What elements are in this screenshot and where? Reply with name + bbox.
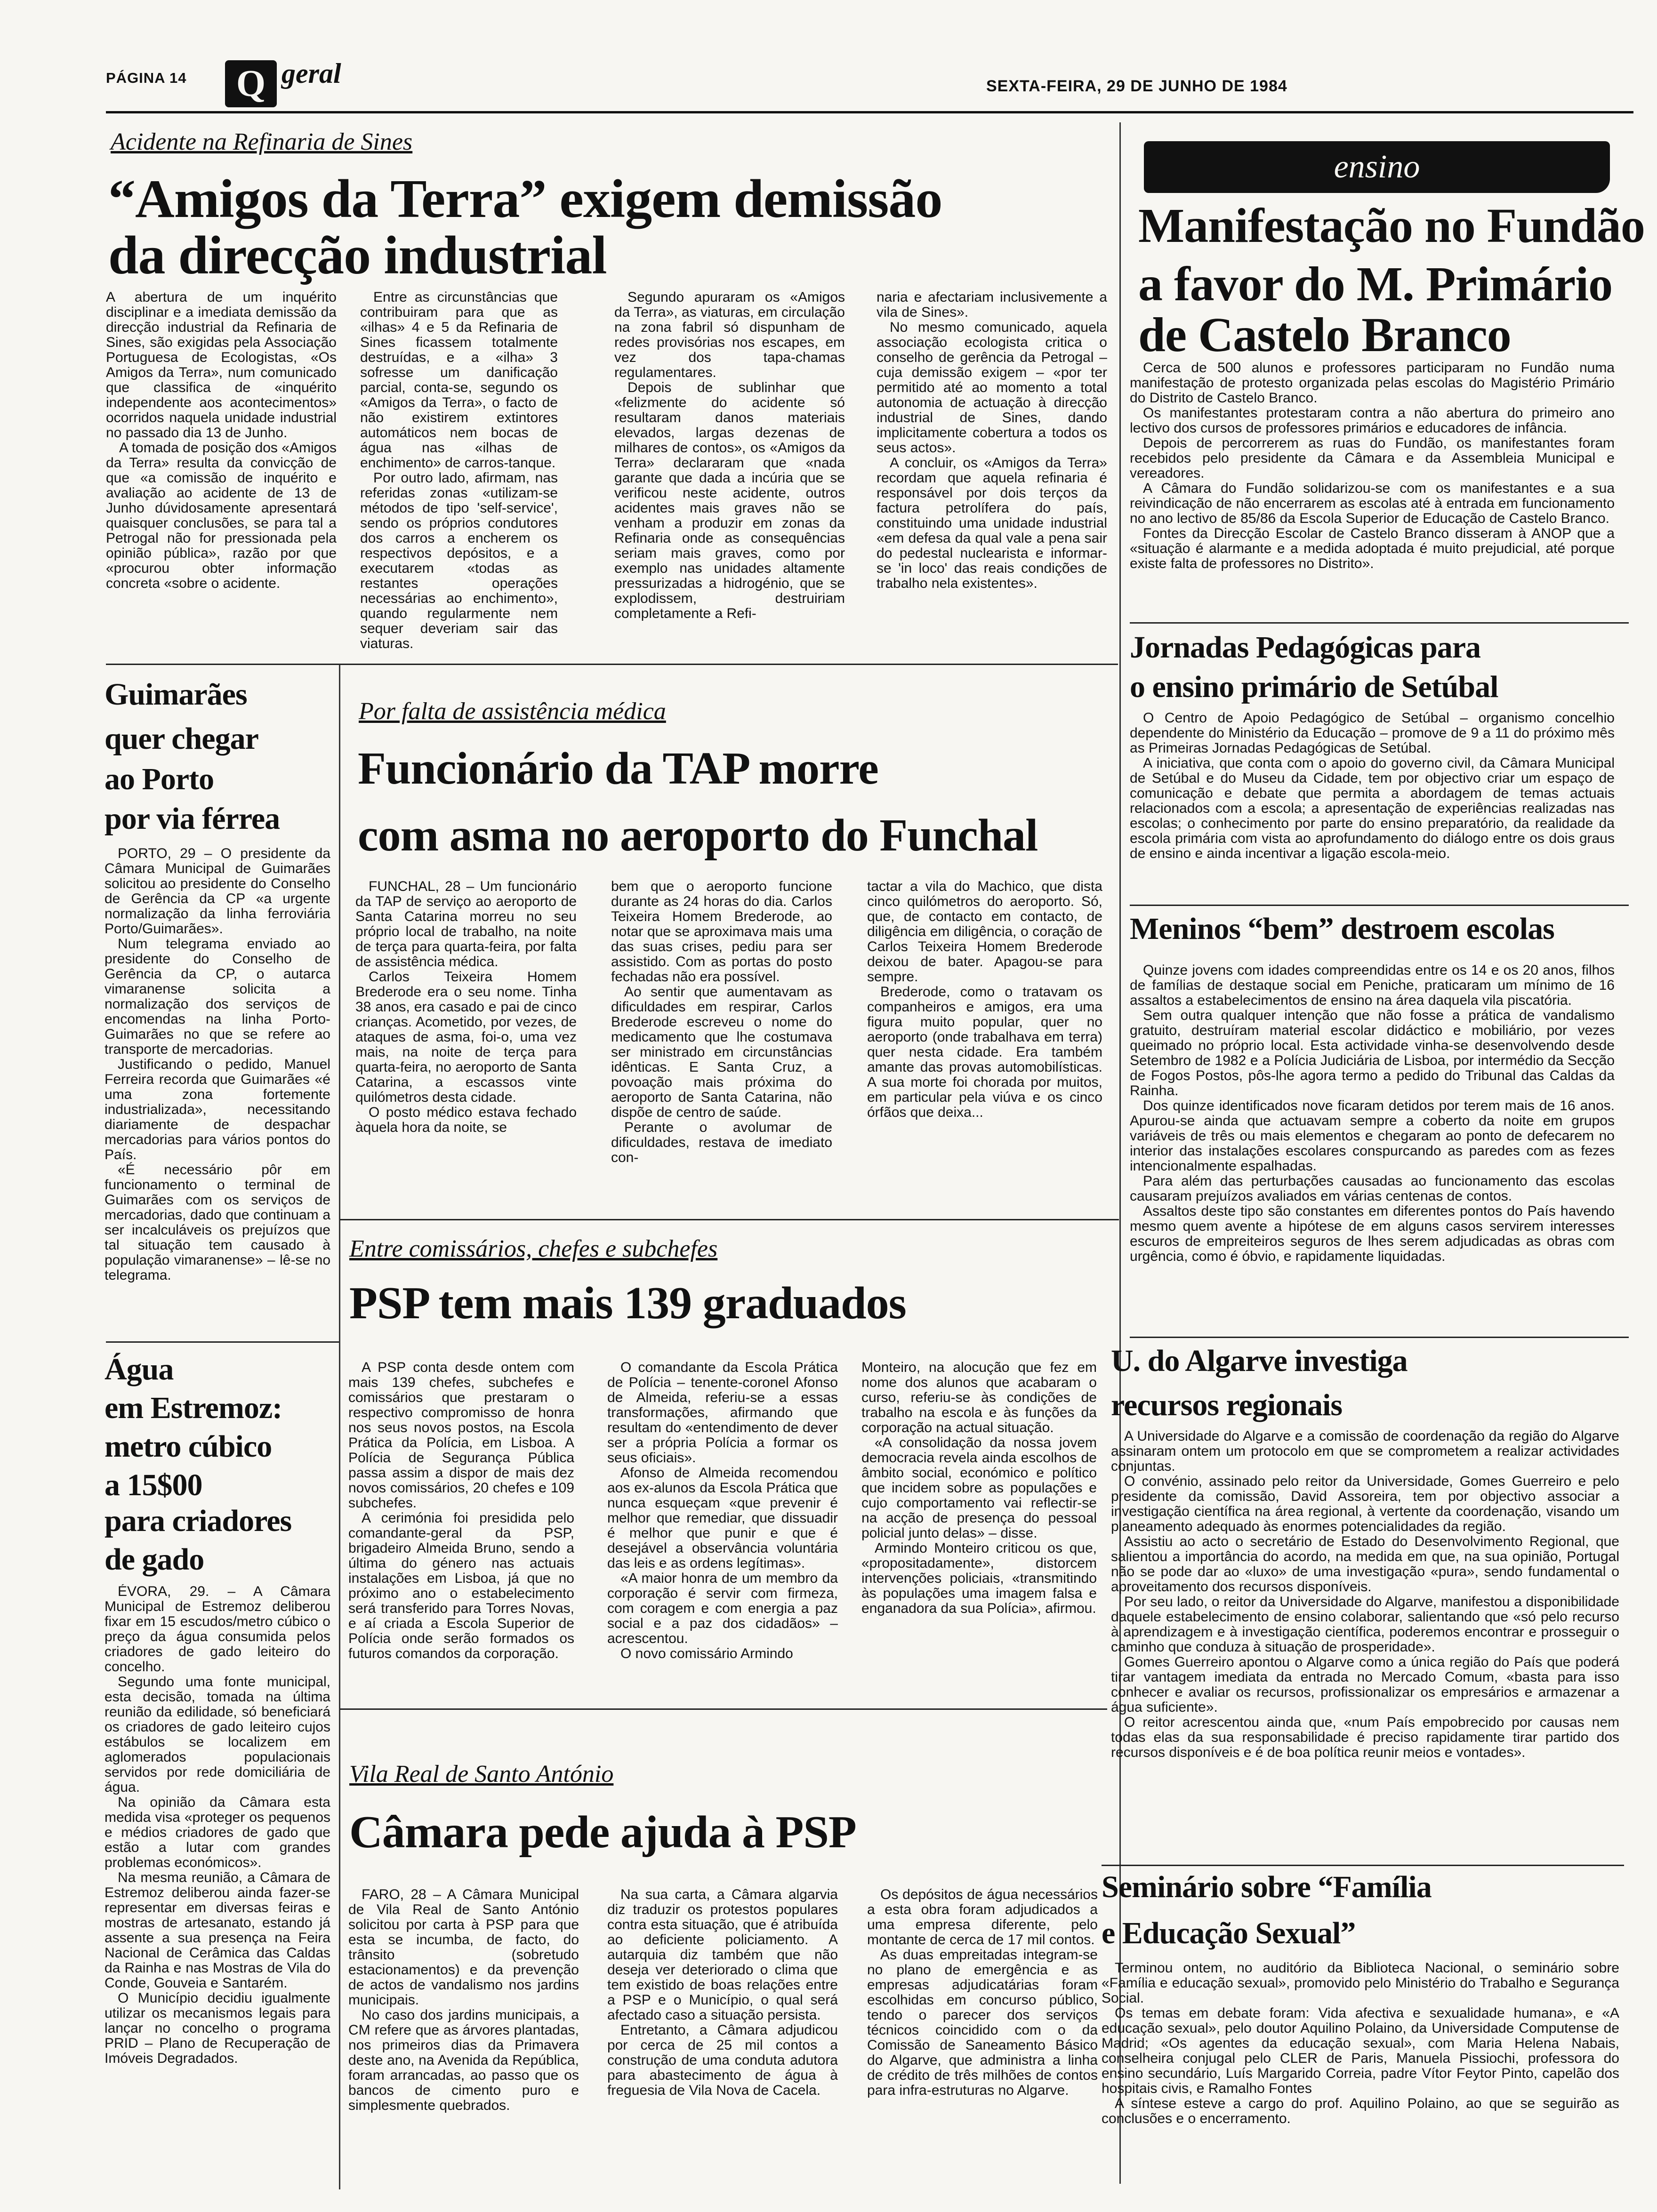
paragraph: FUNCHAL, 28 – Um funcionário da TAP de serviço ao aeroporto de Santa Catarina morreu no seu próprio local de trabalho, na noite de terça para quarta-feira, por falta de assistência médica.	[355, 879, 577, 970]
paragraph: A Universidade do Algarve e a comissão de coordenação da região do Algarve assinaram ontem um protocolo em que se comprometem a realizar actividades conjuntas.	[1111, 1429, 1619, 1474]
psp-column-1	[348, 1360, 574, 1699]
paragraph: bem que o aeroporto funcione durante as 24 horas do dia. Carlos Teixeira Homem Brederode, ao notar que se aproximava mais uma das suas crises, pediu para ser assistido. Com as portas do posto fechadas não era possível.	[611, 879, 832, 985]
paragraph: O comandante da Escola Prática de Polícia – tenente-coronel Afonso de Almeida, referiu-se a essas transformações, afirmando que resultam do «entendimento de dever ser a própria Polícia a formar os seus oficiais».	[607, 1360, 838, 1466]
divider	[340, 1219, 1119, 1220]
paragraph: Justificando o pedido, Manuel Ferreira recorda que Guimarães «é uma zona fortemente industrializada», necessitando diariamente de despachar mercadorias para vários pontos do País.	[105, 1057, 330, 1162]
divider	[340, 1708, 1107, 1710]
divider	[1130, 905, 1629, 906]
issue-date: SEXTA-FEIRA, 29 DE JUNHO DE 1984	[986, 77, 1287, 95]
sines-headline-line1: “Amigos da Terra” exigem demissão	[108, 169, 942, 229]
tap-column-1	[355, 879, 577, 1227]
seminario-body	[1102, 1961, 1619, 2158]
sines-column-3	[614, 290, 845, 662]
vrsa-column-2	[607, 1887, 838, 2179]
paragraph: Monteiro, na alocução que fez em nome dos alunos que acabaram o curso, referiu-se às condições de trabalho na escola e às funções da corporação na actual situação.	[861, 1360, 1097, 1435]
paragraph: Afonso de Almeida recomendou aos ex-alunos da Escola Prática que nunca esqueçam «que prevenir é melhor que remediar, que dissuadir é melhor que punir e que é desejável a observância voluntária das leis e as ordens legítimas».	[607, 1465, 838, 1571]
sines-kicker: Acidente na Refinaria de Sines	[111, 128, 413, 155]
tap-kicker: Por falta de assistência médica	[359, 698, 666, 725]
divider	[1130, 1337, 1629, 1338]
paragraph: O posto médico estava fechado àquela hora da noite, se	[355, 1105, 577, 1135]
paragraph: PORTO, 29 – O presidente da Câmara Municipal de Guimarães solicitou ao presidente do Conselho de Gerência da CP «a urgente normalização da linha ferroviária Porto/Guimarães».	[105, 846, 330, 937]
jornadas-headline-line1: Jornadas Pedagógicas para	[1130, 630, 1481, 665]
seminario-headline-line2: e Educação Sexual”	[1102, 1916, 1356, 1950]
fundao-body	[1130, 361, 1615, 620]
divider	[106, 1341, 339, 1343]
paragraph: Na opinião da Câmara esta medida visa «proteger os pequenos e médios criadores de gado que estão a lutar com grandes problemas económicos».	[105, 1795, 330, 1870]
paragraph: FARO, 28 – A Câmara Municipal de Vila Real de Santo António solicitou por carta à PSP para que esta se incumba, de facto, do trânsito (sobretudo estacionamentos) e da prevenção de actos de vandalismo nos jardins municipais.	[348, 1887, 579, 2008]
paragraph: A abertura de um inquérito disciplinar e a imediata demissão da direcção industrial da Refinaria de Sines, são exigidas pela Associação Portuguesa de Ecologistas, «Os Amigos da Terra», num comunicado que classifica de «inquérito independente aos acontecimentos» ocorridos naquela unidade industrial no passado dia 13 de Junho.	[106, 290, 337, 441]
divider	[106, 664, 1118, 665]
divider	[1102, 1865, 1624, 1866]
paragraph: Os temas em debate foram: Vida afectiva e sexualidade humana», e «A educação sexual», pelo doutor Aquilino Polaino, da Universidade Computense de Madrid; «Os agentes da educação sexual», com Maria Helena Nabais, conselheira conjugal pelo CLER de Paris, Manuela Pissiochi, professora do ensino secundário, Luís Margarido Correia, padre Vítor Feytor Pinto, capelão dos hospitais civis, e Ramalho Fontes	[1102, 2005, 1619, 2096]
paragraph: Segundo apuraram os «Amigos da Terra», as viaturas, em circulação na zona fabril só dispunham de redes provisórias nos escapes, em vez dos tapa-chamas regulamentares.	[614, 290, 845, 380]
paragraph: Cerca de 500 alunos e professores participaram no Fundão numa manifestação de protesto organizada pelas escolas do Magistério Primário do Distrito de Castelo Branco.	[1130, 361, 1615, 406]
paragraph: Sem outra qualquer intenção que não fosse a prática de vandalismo gratuito, destruíram material escolar didáctico e mobiliário, por vezes queimado no próprio local. Esta actividade vinha-se desenvolvendo desde Setembro de 1982 e a Polícia Judiciária de Lisboa, por intermédio da Secção de Fogos Postos, pôs-lhe agora termo a pedido do Tribunal das Caldas da Rainha.	[1130, 1008, 1615, 1098]
guimaraes-headline-line2: quer chegar	[105, 721, 258, 756]
paragraph: A tomada de posição dos «Amigos da Terra» resulta da convicção de que «a comissão de inquérito e avaliação ao acidente de 13 de Junho dúvidosamente apresentará quaisquer conclusões, se para tal a Petrogal não for pressionada pela opinião pública», razão por que «procurou obter informação concreta «sobre o acidente.	[106, 440, 337, 591]
sines-column-1	[106, 290, 337, 662]
section-name: geral	[282, 58, 341, 89]
paragraph: «A maior honra de um membro da corporação é servir com firmeza, com coragem e com energia a paz social e a paz dos cidadãos» – acrescentou.	[607, 1571, 838, 1646]
paragraph: O reitor acrescentou ainda que, «num País empobrecido por causas nem todas elas da sua responsabilidade é preciso rapidamente tirar partido dos recursos disponíveis e é de boa política reunir meios e vontades».	[1111, 1715, 1619, 1760]
paragraph: A iniciativa, que conta com o apoio do governo civil, da Câmara Municipal de Setúbal e do Museu da Cidade, tem por objectivo criar um espaço de comunicação e debate que permita a abordagem de temas actuais relacionados com a escola; a apresentação de experiências realizadas nas escolas; o conhecimento por parte do ensino preparatório, da realidade da escola primária com vista ao aprofundamento do diálogo entre os dois graus de ensino e ainda incentivar a ligação escola-meio.	[1130, 755, 1615, 861]
paragraph: A PSP conta desde ontem com mais 139 chefes, subchefes e comissários que prestaram o respectivo compromisso de honra nos seus novos postos, na Escola Prática da Polícia, em Lisboa. A Polícia de Segurança Pública passa assim a dispor de mais dez novos comissários, 20 chefes e 109 subchefes.	[348, 1360, 574, 1511]
fundao-headline-line3: de Castelo Branco	[1138, 308, 1511, 362]
paragraph: Segundo uma fonte municipal, esta decisão, tomada na última reunião da edilidade, só beneficiará os criadores de gado leiteiro cujos estábulos se localizem em aglomerados populacionais servidos por rede domiciliária de água.	[105, 1674, 330, 1795]
agua-headline-line1: Água	[105, 1352, 174, 1387]
guimaraes-headline-line1: Guimarães	[105, 677, 247, 712]
masthead-rule	[106, 111, 1633, 113]
paragraph: A síntese esteve a cargo do prof. Aquilino Polaino, ao que se seguirão as conclusões e o encerramento.	[1102, 2096, 1619, 2126]
agua-headline-line4: a 15$00	[105, 1468, 202, 1502]
paragraph: Depois de percorrerem as ruas do Fundão, os manifestantes foram recebidos pelo presidente da Câmara e da Assembleia Municipal e vereadores.	[1130, 435, 1615, 481]
paragraph: Na sua carta, a Câmara algarvia diz traduzir os protestos populares contra esta situação, que é atribuída ao deficiente policiamento. A autarquia diz também que não deseja ver deteriorado o clima que tem existido de boas relações entre a PSP e o Município, o qual será afectado caso a situação persista.	[607, 1887, 838, 2023]
sines-column-2	[360, 290, 558, 662]
paragraph: Dos quinze identificados nove ficaram detidos por terem mais de 16 anos. Apurou-se ainda que actuavam sempre a coberto da noite em grupos variáveis de três ou mais elementos e chegaram ao ponto de defecarem no interior das instalações escolares conspurcando as paredes com as fezes intencionalmente espalhadas.	[1130, 1098, 1615, 1174]
paragraph: Entretanto, a Câmara adjudicou por cerca de 25 mil contos a construção de uma conduta adutora para abastecimento de água à freguesia de Vila Nova de Cacela.	[607, 2022, 838, 2098]
tap-column-3	[867, 879, 1102, 1227]
paragraph: A cerimónia foi presidida pelo comandante-geral da PSP, brigadeiro Almeida Bruno, sendo a última do género nas actuais instalações em Lisboa, já que no próximo ano o estabelecimento será transferido para Torres Novas, e aí criada a Escola Superior de Polícia onde serão formados os futuros comandos da corporação.	[348, 1510, 574, 1661]
jornadas-headline-line2: o ensino primário de Setúbal	[1130, 670, 1498, 704]
paragraph: Armindo Monteiro criticou os que, «propositadamente», distorcem intervenções policiais, «transmitindo às populações uma imagem falsa e enganadora da sua Polícia», afirmou.	[861, 1540, 1097, 1616]
seminario-headline-line1: Seminário sobre “Família	[1102, 1870, 1432, 1904]
paragraph: Perante o avolumar de dificuldades, restava de imediato con-	[611, 1120, 832, 1165]
paragraph: ÉVORA, 29. – A Câmara Municipal de Estremoz deliberou fixar em 15 escudos/metro cúbico o preço da água consumida pelos criadores de gado leiteiro do concelho.	[105, 1584, 330, 1675]
meninos-headline: Meninos “bem” destroem escolas	[1130, 912, 1554, 946]
paragraph: As duas empreitadas integram-se no plano de emergência e as empresas adjudicatárias foram escolhidas em concurso público, tendo o parecer dos serviços técnicos coincidido com o da Comissão de Saneamento Básico do Algarve, que administra a linha de crédito de três milhões de contos para infra-estruturas no Algarve.	[867, 1947, 1098, 2098]
guimaraes-headline-line3: ao Porto	[105, 762, 214, 796]
paragraph: A concluir, os «Amigos da Terra» recordam que aquela refinaria é responsável por dois terços da factura petrolífera do país, constituindo uma unidade industrial «em defesa da qual vale a pena sair do pedestal nuclearista e informar-se 'in loco' das reais condições de trabalho nela existentes».	[877, 455, 1107, 591]
ensino-section-tab: ensino	[1144, 141, 1610, 193]
paragraph: Por outro lado, afirmam, nas referidas zonas «utilizam-se métodos de tipo 'self-service', sendo os próprios condutores dos carros a encherem os respectivos depósitos, e a executarem «todas as restantes operações necessárias ao enchimento», quando regularmente nem sequer deveriam sair das viaturas.	[360, 470, 558, 651]
vrsa-column-1	[348, 1887, 579, 2179]
paragraph: O Município decidiu igualmente utilizar os mecanismos legais para lançar no concelho o programa PRID – Plano de Recuperação de Imóveis Degradados.	[105, 1990, 330, 2066]
agua-headline-line3: metro cúbico	[105, 1429, 272, 1464]
paragraph: Quinze jovens com idades compreendidas entre os 14 e os 20 anos, filhos de famílias de destaque social em Peniche, praticaram um mínimo de 16 assaltos a estabelecimentos de ensino na área daquela vila piscatória.	[1130, 963, 1615, 1008]
divider	[1130, 622, 1629, 624]
paragraph: Assaltos deste tipo são constantes em diferentes pontos do País havendo mesmo quem avente a hipótese de em alguns casos servirem interesses escuros de empreiteiros seguros de lhes serem adjudicadas as obras com urgência, como é óbvio, e rapidamente liquidadas.	[1130, 1203, 1615, 1264]
paragraph: Num telegrama enviado ao presidente do Conselho de Gerência da CP, o autarca vimaranense solicita a normalização dos serviços de encomendas na linha Porto-Guimarães no que se refere ao transporte de mercadorias.	[105, 936, 330, 1057]
paragraph: O novo comissário Armindo	[620, 1646, 793, 1661]
paragraph: Os depósitos de água necessários a esta obra foram adjudicados a uma empresa diferente, pelo montante de cerca de 17 mil contos.	[867, 1887, 1098, 1948]
paragraph: naria e afectariam inclusivemente a vila de Sines».	[877, 290, 1107, 320]
fundao-headline-line2: a favor do M. Primário	[1138, 257, 1613, 311]
paragraph: Para além das perturbações causadas ao funcionamento das escolas causaram prejuízos avaliados em várias centenas de contos.	[1130, 1173, 1615, 1204]
tap-column-2	[611, 879, 832, 1227]
paragraph: Os manifestantes protestaram contra a não abertura do primeiro ano lectivo dos cursos de professores primários e educadores de infância.	[1130, 405, 1615, 436]
paragraph: Ao sentir que aumentavam as dificuldades em respirar, Carlos Brederode escreveu o nome do medicamento que lhe costumava ser ministrado em circunstâncias idênticas. E Santa Cruz, a povoação mais próxima do aeroporto de Santa Catarina, não dispõe de centro de saúde.	[611, 984, 832, 1120]
psp-kicker: Entre comissários, chefes e subchefes	[349, 1235, 718, 1262]
paragraph: No caso dos jardins municipais, a CM refere que as árvores plantadas, nos primeiros dias da Primavera deste ano, na Avenida da República, foram arrancadas, ao passo que os bancos de cimento puro e simplesmente quebrados.	[348, 2007, 579, 2113]
agua-headline-line2: em Estremoz:	[105, 1391, 282, 1425]
sines-headline-line2: da direcção industrial	[108, 225, 607, 286]
jornadas-body	[1130, 711, 1615, 899]
page-number: PÁGINA 14	[106, 70, 187, 86]
psp-headline: PSP tem mais 139 graduados	[349, 1278, 906, 1329]
agua-headline-line6: de gado	[105, 1542, 204, 1577]
algarve-headline-line2: recursos regionais	[1111, 1388, 1343, 1422]
algarve-body	[1111, 1429, 1619, 1862]
paragraph: Terminou ontem, no auditório da Biblioteca Nacional, o seminário sobre «Família e educação sexual», promovido pelo Ministério do Trabalho e Segurança Social.	[1102, 1961, 1619, 2006]
paragraph: «A consolidação da nossa jovem democracia revela ainda escolhos de âmbito social, económico e político que incidem sobre as populações e cujo comportamento vai reflectir-se na acção de presença do pessoal policial junto delas» – disse.	[861, 1435, 1097, 1541]
paragraph: A Câmara do Fundão solidarizou-se com os manifestantes e a sua reivindicação de não encerrarem as escolas até à entrada em funcionamento no ano lectivo de 85/86 da Escola Superior de Educação de Castelo Branco.	[1130, 481, 1615, 526]
paragraph: O Centro de Apoio Pedagógico de Setúbal – organismo concelhio dependente do Ministério da Educação – promove de 9 a 11 do próximo mês as Primeiras Jornadas Pedagógicas de Setúbal.	[1130, 711, 1615, 756]
paragraph: Entre as circunstâncias que contribuiram para que as «ilhas» 4 e 5 da Refinaria de Sines ficassem totalmente destruídas, e a «ilha» 3 sofresse um danificação parcial, conta-se, segundo os «Amigos da Terra», o facto de não existirem extintores automáticos nem bocas de água nas «ilhas de enchimento» de carros-tanque.	[360, 290, 558, 471]
vrsa-kicker: Vila Real de Santo António	[349, 1761, 614, 1787]
paragraph: tactar a vila do Machico, que dista cinco quilómetros do aeroporto. Só, que, de contacto em contacto, de diligência em diligência, o coração de Carlos Teixeira Homem Brederode deixou de bater. Apagou-se para sempre.	[867, 879, 1102, 985]
paragraph: «É necessário pôr em funcionamento o terminal de Guimarães com os serviços de mercadorias, dado que continuam a ser incalculáveis os prejuízos que tal situação tem causado à população vimaranense» – lê-se no telegrama.	[105, 1162, 330, 1283]
paragraph: Na mesma reunião, a Câmara de Estremoz deliberou ainda fazer-se representar em diversas feiras e mostras de artesanato, estando já assente a sua presença na Feira Nacional de Cerâmica das Caldas da Rainha e nas Mostras de Vila do Conde, Gouveia e Santarém.	[105, 1870, 330, 1991]
psp-column-3	[861, 1360, 1097, 1699]
guimaraes-headline-line4: por via férrea	[105, 801, 280, 836]
psp-column-2	[607, 1360, 838, 1699]
agua-headline-line5: para criadores	[105, 1504, 292, 1538]
fundao-headline-line1: Manifestação no Fundão	[1138, 199, 1645, 253]
vrsa-headline: Câmara pede ajuda à PSP	[349, 1807, 856, 1858]
paragraph: Depois de sublinhar que «felizmente do acidente só resultaram danos materiais elevados, largas dezenas de milhares de contos», os «Amigos da Terra» declararam que «nada garante que dada a incúria que se verificou neste acidente, outros acidentes mais graves não se venham a produzir em zonas da Refinaria onde as consequências seriam mais graves, como por exemplo nas unidades altamente pressurizadas a hidrogénio, que se explodissem, destruiriam completamente a Refi-	[614, 380, 845, 621]
paragraph: O convénio, assinado pelo reitor da Universidade, Gomes Guerreiro e pelo presidente da comissão, David Assoreira, tem por objectivo associar a investigação científica na área regional, à vertente da coordenação, visando um planeamento adequado às enormes potencialidades da região.	[1111, 1474, 1619, 1534]
paragraph: Gomes Guerreiro apontou o Algarve como a única região do País que poderá tirar vantagem imediata da entrada no Mercado Comum, «basta para isso conhecer e avaliar os recursos, profissionalizar os empresários e armazenar a água suficiente».	[1111, 1654, 1619, 1715]
algarve-headline-line1: U. do Algarve investiga	[1111, 1344, 1408, 1378]
agua-body	[105, 1584, 330, 2154]
paragraph: Fontes da Direcção Escolar de Castelo Branco disseram à ANOP que a «situação é alarmante e a medida adoptada é muito prejudicial, até porque existe falta de professores no Distrito».	[1130, 526, 1615, 571]
paragraph: Assistiu ao acto o secretário de Estado do Desenvolvimento Regional, que salientou a importância do acordo, na medida em que, na sua opinião, Portugal não se pode dar ao «luxo» de uma investigação «pura», sendo fundamental o aproveitamento dos recursos disponíveis.	[1111, 1534, 1619, 1595]
tap-headline-line2: com asma no aeroporto do Funchal	[358, 810, 1038, 861]
paragraph: Carlos Teixeira Homem Brederode era o seu nome. Tinha 38 anos, era casado e pai de cinco crianças. Acometido, por vezes, de ataques de asma, foi-o, uma vez mais, na noite de terça para quarta-feira, no aeroporto de Santa Catarina, a escassos vinte quilómetros desta cidade.	[355, 969, 577, 1105]
meninos-body	[1130, 963, 1615, 1335]
vrsa-column-3	[867, 1887, 1098, 2179]
guimaraes-body	[105, 846, 330, 1336]
tap-headline-line1: Funcionário da TAP morre	[358, 743, 878, 794]
newspaper-logo: Q	[225, 60, 277, 107]
paragraph: Por seu lado, o reitor da Universidade do Algarve, manifestou a disponibilidade daquele estabelecimento de ensino colaborar, salientando que «só pelo recurso à aprendizagem e à investigação científica, poderemos encontrar e prosseguir o caminho que conduza à situação de prosperidade».	[1111, 1594, 1619, 1655]
paragraph: Brederode, como o tratavam os companheiros e amigos, era uma figura muito popular, quer no aeroporto (onde trabalhava em terra) quer nesta cidade. Era também amante das provas automobilísticas. A sua morte foi chorada por muitos, em particular pela viúva e os cinco órfãos que deixa...	[867, 984, 1102, 1120]
paragraph: No mesmo comunicado, aquela associação ecologista critica o conselho de gerência da Petrogal – cuja demissão exigem – «por ter permitido até ao momento a total autonomia de actuação à direcção industrial de Sines, dando implicitamente cobertura a todos os seus actos».	[877, 320, 1107, 456]
sines-column-4	[877, 290, 1107, 662]
left-column-divider	[339, 665, 340, 2189]
